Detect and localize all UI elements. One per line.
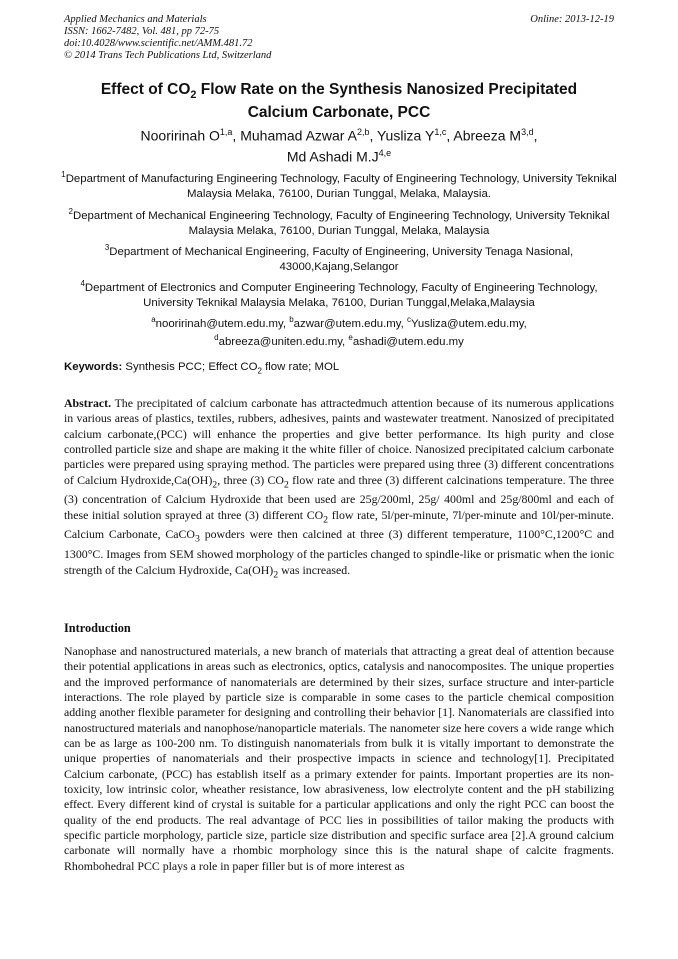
abstract-subscript: 3 [194, 533, 200, 545]
affiliation-text: Department of Mechanical Engineering, Faculty of Engineering, University Tenaga Nasional, 43000,Kajang,Selangor [109, 245, 574, 273]
author-sep: , [446, 127, 454, 144]
author-sep: , [369, 127, 377, 144]
affiliation-number: 1 [61, 170, 66, 179]
issn-line: ISSN: 1662-7482, Vol. 481, pp 72-75 [64, 26, 220, 37]
author-name: Md Ashadi M.J [286, 148, 379, 165]
abstract-subscript: 2 [212, 479, 218, 491]
email-sup: b [289, 315, 294, 324]
email-sup: a [151, 315, 156, 324]
affiliation [58, 240, 620, 275]
abstract-text: flow rate, 5l/per-minute, 7l/per-minute and 10l/per-minute. Calcium Carbonate, CaCO [64, 507, 614, 542]
email-link[interactable]: abreeza@uniten.edu.my, [218, 335, 346, 348]
keywords-text-1: Synthesis PCC; Effect CO [122, 361, 258, 373]
title-text-2: Flow Rate on the Synthesis Nanosized Precipitated [196, 81, 578, 98]
title-text-3: Calcium Carbonate, PCC [247, 104, 431, 122]
author-sup: 1,a [219, 127, 233, 137]
abstract-subscript: 2 [283, 479, 289, 491]
author-sup: 2,b [356, 127, 370, 137]
affiliation-number: 3 [104, 243, 110, 252]
affiliation-text: Department of Manufacturing Engineering Technology, Faculty of Engineering Technology, University Teknikal Malaysia Melaka, 76100, Durian Tunggal, Melaka, Malaysia. [65, 172, 617, 200]
affiliation-number: 4 [80, 279, 85, 288]
title-text-1: Effect of CO [100, 81, 191, 98]
email-sup: e [348, 332, 353, 342]
author-name: Abreeza M [453, 127, 522, 144]
author-name: Nooririnah O [140, 127, 220, 144]
abstract-text: , three (3) CO [217, 472, 284, 487]
email-link[interactable]: nooririnah@utem.edu.my, [155, 317, 287, 330]
affiliation-text: Department of Electronics and Computer Engineering Technology, Faculty of Engineering Technology, University Teknikal Malaysia Melaka, 76100, Durian Tunggal,Melaka,Malaysia [84, 281, 598, 309]
keywords-line [64, 361, 614, 375]
author-emails [70, 313, 608, 349]
email-link[interactable]: Yusliza@utem.edu.my, [410, 317, 527, 330]
online-date: Online: 2013-12-19 [530, 14, 614, 25]
journal-header [64, 14, 614, 62]
abstract-label: Abstract. [64, 396, 112, 410]
affiliation-text: Department of Mechanical Engineering Technology, Faculty of Engineering Technology, University Teknikal Malaysia Melaka, 76100, Durian Tunggal, Melaka, Malaysia [72, 209, 610, 237]
author-sup: 4,e [378, 147, 392, 158]
author-sup: 3,d [521, 127, 534, 137]
abstract-text: powders were then calcined at three (3) different temperature, 1100°C,1200°C and 1300°C. Images from SEM showed morphology of the particles changed to spindle-like or prismatic when the ionic strength of the Calcium Hydroxide, Ca(OH) [64, 527, 615, 577]
affiliation [58, 276, 620, 311]
paper-title [70, 81, 608, 122]
journal-name: Applied Mechanics and Materials [64, 14, 207, 25]
email-sup: d [214, 332, 219, 342]
affiliation [58, 204, 620, 239]
affiliation-number: 2 [68, 207, 73, 216]
keywords-text-2: flow rate; MOL [261, 361, 340, 373]
keywords-subscript: 2 [257, 366, 262, 376]
title-subscript: 2 [190, 89, 197, 102]
section-heading-introduction: Introduction [64, 621, 131, 635]
introduction-paragraph: Nanophase and nanostructured materials, a new branch of materials that attracting a great deal of attention because their potential applications in areas such as electronics, optics, catalysis and nanocomposites. The unique properties and the improved performance of nanomaterials are determined by their sizes, surface structure and inter-particle interactions. The role played by particle size is comparable in some cases to the particle chemical composition adding another flexible parameter for designing and controlling their behavior [1]. Nanomaterials are classified into nanostructured materials and nanophose/nanoparticle materials. The nanometer size here covers a wide range which can be as large as 100-200 nm. To distinguish nanomaterials from bulk it is vitally important to demonstrate the unique properties of nanomaterials and their prospective impacts in science and technology[1]. Precipitated Calcium carbonate, (PCC) has establish itself as a primary extender for paints. Important properties are its non-toxicity, low intrinsic color, wheather resistance, low abrasiveness, low electrolyte content and the pH stabilizing effect. Every different kind of crystal is suitable for a particular applications and only the right PCC can boost the quality of the end products. The real advantage of PCC lies in possibilities of tailor making the products with specific particle morphology, particle size, particle size distribution and specific surface area [2].A ground calcium carbonate will normally have a rhombic morphology since this is the natural shape of calcite fragments. Rhombohedral PCC plays a role in paper filler but is of more interest as [64, 644, 614, 873]
email-link[interactable]: azwar@utem.edu.my, [293, 317, 404, 330]
abstract-text: The precipitated of calcium carbonate has attractedmuch attention because of its numerous applications in various areas of plastics, textiles, rubbers, adhesives, paints and wastewater treatment. Nanosized of precipitated calcium carbonate,(PCC) will enhance the properties and give better performance. Its high purity and close controlled particle size and shape are making it the white filler of choice. Nanosized precipitated calcium carbonate particles were prepared using spraying method. The particles were prepared using three (3) different concentrations of Calcium Hydroxide,Ca(OH) [64, 396, 614, 487]
author-sup: 1,c [434, 127, 447, 137]
abstract-text: was increased. [278, 562, 351, 577]
author-name: Muhamad Azwar A [240, 127, 357, 144]
author-list [70, 124, 608, 165]
affiliation [58, 167, 620, 202]
abstract-text: flow rate and three (3) different calcinations temperature. The three (3) concentration of Calcium Hydroxide that been used are 25g/200ml, 25g/ 400ml and 25g/800ml and each of these initial solution sprayed at three (3) different CO [64, 472, 615, 522]
copyright-line: © 2014 Trans Tech Publications Ltd, Switzerland [64, 50, 272, 61]
abstract-subscript: 2 [323, 514, 329, 526]
email-link[interactable]: ashadi@utem.edu.my [352, 335, 464, 348]
author-sep: , [232, 127, 241, 144]
keywords-label: Keywords: [64, 361, 123, 373]
abstract-subscript: 2 [273, 568, 279, 580]
doi-line[interactable]: doi:10.4028/www.scientific.net/AMM.481.72 [64, 38, 253, 49]
author-name: Yusliza Y [376, 127, 435, 144]
abstract-paragraph [64, 396, 614, 582]
author-sep: , [533, 127, 538, 144]
email-sup: c [406, 315, 411, 324]
